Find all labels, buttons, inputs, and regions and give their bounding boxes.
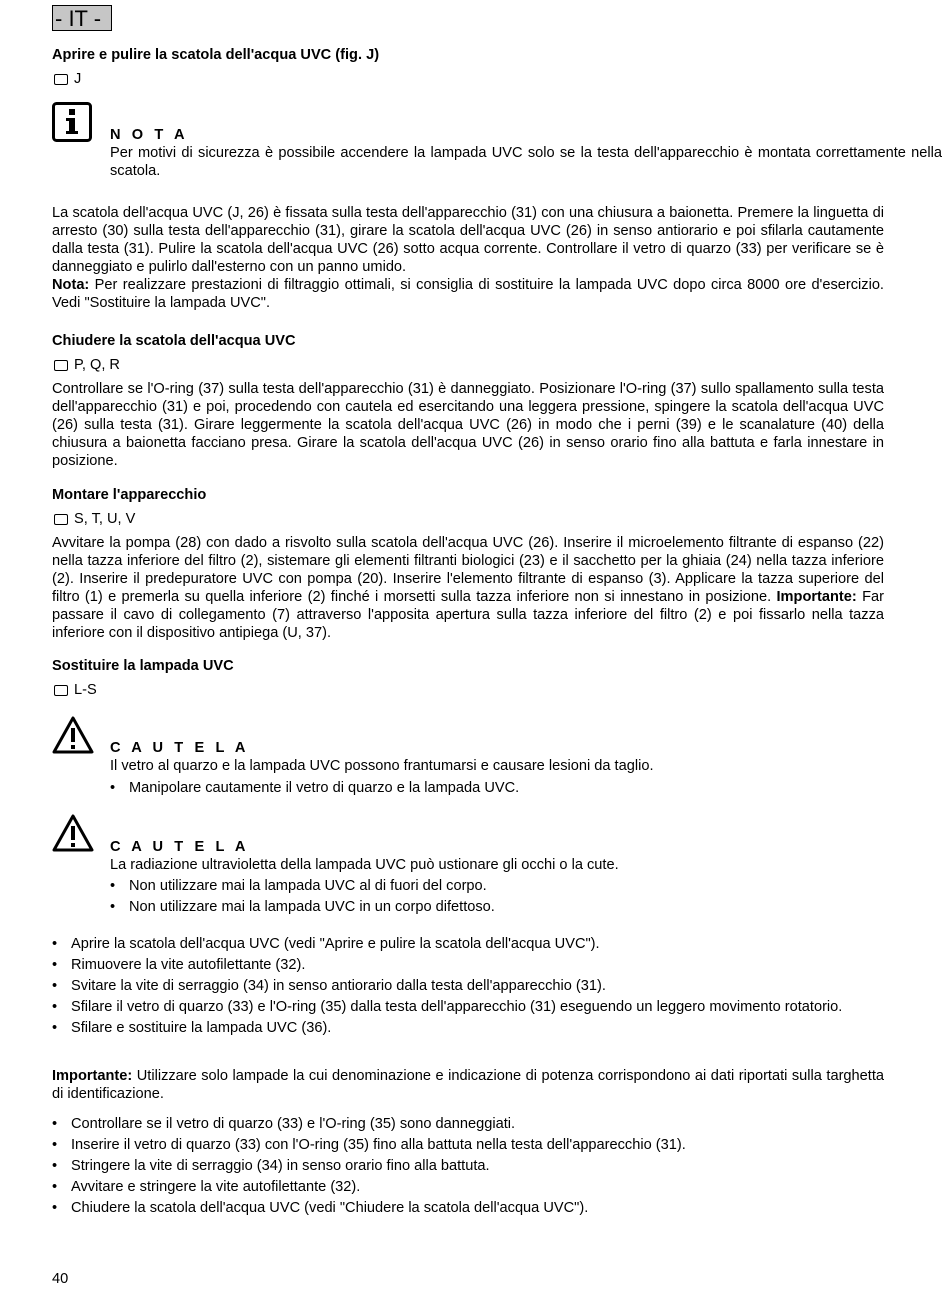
steps-reinstall: [52, 1115, 884, 1217]
body-text: Avvitare la pompa (28) con dado a risvolto sulla scatola dell'acqua UVC (26). Inserire il microelemento filtrante di espanso (22) nella tazza inferiore del filtro (2), sistemare gli elementi filtranti biologici (23) e il sacchetto per la ghiaia (24) nella tazza inferiore (2). Inserire il predepuratore UVC con pompa (20). Inserire l'elemento filtrante di espanso (3). Applicare la tazza superiore del filtro (1) e premerla su quella inferiore (2) finché i morsetti sulla tazza inferiore non si innestano in posizione.: [52, 535, 884, 605]
list-item: [52, 1019, 884, 1037]
section-heading: Aprire e pulire la scatola dell'acqua UVC (fig. J): [52, 47, 380, 63]
figure-reference-icon: [54, 74, 68, 85]
caution-block-2: [52, 814, 942, 916]
section-open-clean: [52, 46, 884, 88]
list-item-text: Non utilizzare mai la lampada UVC in un corpo difettoso.: [129, 899, 495, 915]
list-item: [52, 956, 884, 974]
caution-title: C A U T E L A: [110, 839, 249, 855]
section-assemble: [52, 486, 884, 642]
list-item: [52, 1136, 884, 1154]
list-item: [52, 1157, 884, 1175]
list-item-text: Sfilare il vetro di quarzo (33) e l'O-ring (35) dalla testa dell'apparecchio (31) eseguendo un leggero movimento rotatorio.: [71, 999, 843, 1015]
bullet: •: [52, 1158, 58, 1174]
bullet: •: [52, 1020, 58, 1036]
caution-text: Il vetro al quarzo e la lampada UVC possono frantumarsi e causare lesioni da taglio.: [110, 758, 654, 774]
importante-paragraph: [52, 1067, 884, 1103]
list-item: [52, 1199, 884, 1217]
step-list: [52, 935, 884, 1037]
figure-reference-label: P, Q, R: [74, 357, 120, 373]
caution-bullets: [110, 779, 942, 797]
body-text-after: Far passare il cavo di collegamento (7) attraverso l'apposita apertura sulla tazza inferiore del filtro (2) e poi fissarlo nella tazza inferiore con il dispositivo antipiega (U, 37).: [52, 589, 884, 641]
note-block: [52, 102, 942, 180]
list-item: [52, 1178, 884, 1196]
steps-remove: [52, 935, 884, 1037]
importante-body: Utilizzare solo lampade la cui denominazione e indicazione di potenza corrispondono ai dati riportati sulla targhetta di identificazione.: [52, 1068, 884, 1102]
list-item-text: Controllare se il vetro di quarzo (33) e l'O-ring (35) sono danneggiati.: [71, 1116, 516, 1132]
warning-triangle-icon: [52, 716, 94, 759]
nota-paragraph: [52, 276, 884, 312]
bullet: •: [52, 957, 58, 973]
bullet: •: [52, 936, 58, 952]
importante-label: Importante:: [52, 1068, 133, 1084]
figure-reference: [52, 510, 884, 528]
list-item-text: Svitare la vite di serraggio (34) in senso antiorario dalla testa dell'apparecchio (31).: [71, 978, 606, 994]
nota-text: Per realizzare prestazioni di filtraggio ottimali, si consiglia di sostituire la lampada UVC dopo circa 8000 ore d'esercizio. Vedi "Sostituire la lampada UVC".: [52, 277, 884, 311]
figure-reference-label: J: [74, 71, 82, 87]
bullet: •: [110, 899, 116, 915]
list-item: [52, 935, 884, 953]
figure-reference: [52, 70, 884, 88]
list-item: [52, 977, 884, 995]
importante-text: [52, 1067, 884, 1103]
figure-reference-label: S, T, U, V: [74, 511, 136, 527]
list-item: [110, 877, 942, 895]
list-item: [110, 779, 942, 797]
bullet: •: [52, 999, 58, 1015]
list-item: [52, 1115, 884, 1133]
bullet: •: [52, 1179, 58, 1195]
note-title: N O T A: [110, 127, 189, 143]
bullet: •: [110, 780, 116, 796]
importante-label: Importante:: [776, 589, 857, 605]
caution-text: La radiazione ultravioletta della lampada UVC può ustionare gli occhi o la cute.: [110, 857, 619, 873]
figure-reference-icon: [54, 514, 68, 525]
figure-reference-icon: [54, 360, 68, 371]
bullet: •: [52, 978, 58, 994]
list-item-text: Non utilizzare mai la lampada UVC al di fuori del corpo.: [129, 878, 487, 894]
body-paragraph: Controllare se l'O-ring (37) sulla testa dell'apparecchio (31) è danneggiato. Posizionare l'O-ring (37) sullo spallamento sulla testa dell'apparecchio (31) e poi, procedendo con cautela ed esercitando una leggera pressione, spingere la scatola dell'acqua UVC (26) sulla testa (31). Girare leggermente la scatola dell'acqua UVC (26) in modo che i perni (39) e le scanalature (40) della chiusura a baionetta facciano presa. Girare la scatola dell'acqua UVC (26) in senso orario fino alla battuta e farla innestare in posizione.: [52, 381, 884, 469]
note-text: Per motivi di sicurezza è possibile accendere la lampada UVC solo se la testa dell'apparecchio è montata correttamente nella scatola.: [110, 145, 942, 179]
section-open-clean-body: [52, 204, 884, 312]
list-item-text: Rimuovere la vite autofilettante (32).: [71, 957, 306, 973]
nota-label: Nota:: [52, 277, 90, 293]
list-item-text: Chiudere la scatola dell'acqua UVC (vedi "Chiudere la scatola dell'acqua UVC").: [71, 1200, 589, 1216]
figure-reference-icon: [54, 685, 68, 696]
body-paragraph: [52, 534, 884, 642]
section-close-box: [52, 332, 884, 470]
figure-reference: [52, 681, 884, 699]
list-item-text: Manipolare cautamente il vetro di quarzo e la lampada UVC.: [129, 780, 520, 796]
warning-triangle-icon: [52, 814, 94, 857]
bullet: •: [52, 1200, 58, 1216]
list-item: [52, 998, 884, 1016]
bullet: •: [110, 878, 116, 894]
info-note-icon: [52, 102, 92, 147]
caution-bullets: [110, 877, 942, 916]
list-item: [110, 898, 942, 916]
caution-title: C A U T E L A: [110, 740, 249, 756]
page-number: 40: [52, 1271, 69, 1287]
step-list: [52, 1115, 884, 1217]
bullet: •: [52, 1116, 58, 1132]
section-heading: Sostituire la lampada UVC: [52, 658, 234, 674]
list-item-text: Aprire la scatola dell'acqua UVC (vedi "Aprire e pulire la scatola dell'acqua UVC").: [71, 936, 600, 952]
list-item-text: Avvitare e stringere la vite autofilettante (32).: [71, 1179, 361, 1195]
list-item-text: Inserire il vetro di quarzo (33) con l'O-ring (35) fino alla battuta nella testa dell'apparecchio (31).: [71, 1137, 686, 1153]
section-heading: Chiudere la scatola dell'acqua UVC: [52, 333, 296, 349]
section-heading: Montare l'apparecchio: [52, 487, 207, 503]
body-paragraph: La scatola dell'acqua UVC (J, 26) è fissata sulla testa dell'apparecchio (31) con una chiusura a baionetta. Premere la linguetta di arresto (30) sulla testa dell'apparecchio (31), girare la scatola dell'acqua UVC (26) in senso antiorario e poi sfilarla cautamente dalla testa (31). Pulire la scatola dell'acqua UVC (26) sotto acqua corrente. Controllare il vetro di quarzo (33) per verificare se è danneggiato e pulirlo dall'esterno con un panno umido.: [52, 205, 884, 275]
bullet: •: [52, 1137, 58, 1153]
language-tag: - IT -: [52, 5, 112, 31]
figure-reference: [52, 356, 884, 374]
section-replace-lamp: [52, 657, 884, 699]
figure-reference-label: L-S: [74, 682, 97, 698]
list-item-text: Sfilare e sostituire la lampada UVC (36).: [71, 1020, 332, 1036]
list-item-text: Stringere la vite di serraggio (34) in senso orario fino alla battuta.: [71, 1158, 490, 1174]
caution-block-1: [52, 716, 942, 797]
